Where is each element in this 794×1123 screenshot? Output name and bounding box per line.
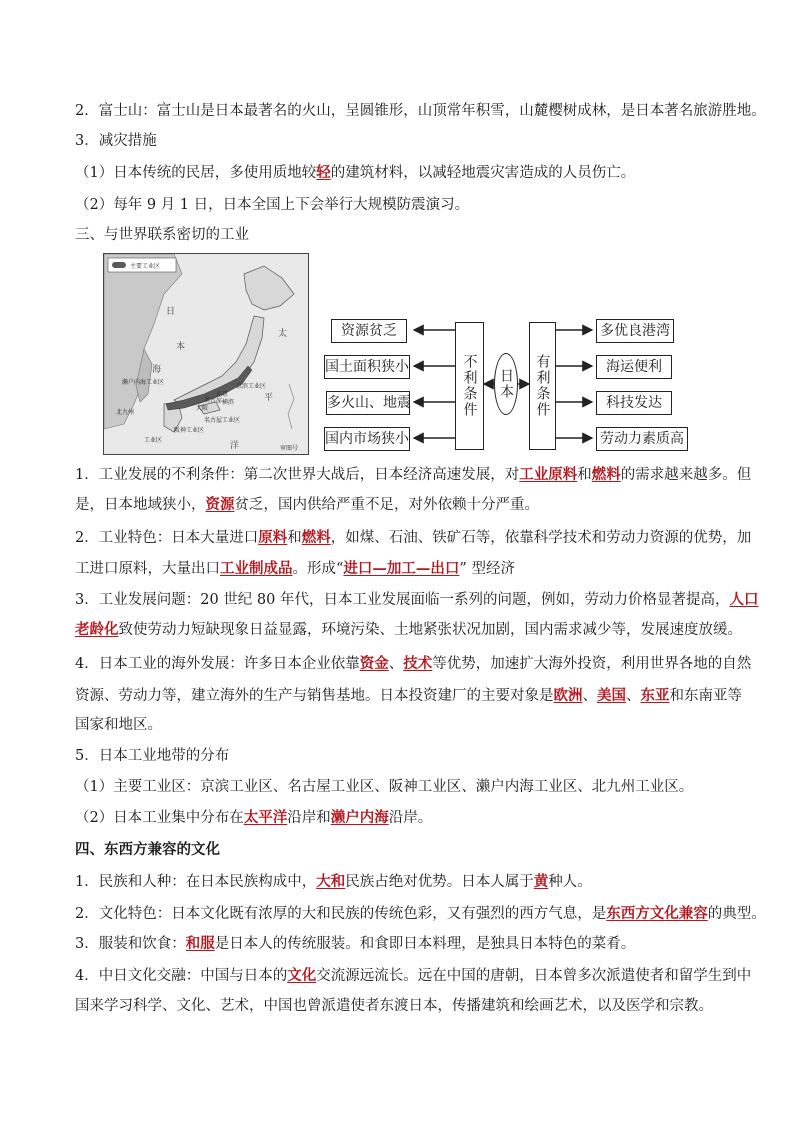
text-line: 2．工业特色：日本大量进口原料和燃料，如煤、石油、铁矿石等，依靠科学技术和劳动力资源的优势，加 xyxy=(75,529,752,546)
text-line: 3．服装和饮食：和服是日本人的传统服装。和食即日本料理，是独具日本特色的菜肴。 xyxy=(75,935,636,952)
diagram-left-box: 多火山、地震 xyxy=(326,391,410,415)
text-line: 2．富士山：富士山是日本最著名的火山，呈圆锥形，山顶常年积雪，山麓樱树成林，是日本著名旅游胜地。 xyxy=(75,103,766,119)
map-zone-label: 北九州 xyxy=(116,409,135,416)
map-ocean-label: 洋 xyxy=(230,441,240,451)
text-line: 3．减灾措施 xyxy=(75,133,157,149)
map-approval-label: 审图号 xyxy=(280,445,299,452)
text-line: 5．日本工业地带的分布 xyxy=(75,748,230,764)
text-line: 国家和地区。 xyxy=(75,717,162,733)
map-legend-label: 主要工业区 xyxy=(130,263,161,270)
map-sea-label: 海 xyxy=(152,365,162,375)
text-line: 国来学习科学、文化、艺术，中国也曾派遣使者东渡日本，传播建筑和绘画艺术，以及医学和宗教。 xyxy=(75,998,713,1014)
diagram-japan-node: 日本 xyxy=(494,353,518,415)
map-city-label: 大阪 xyxy=(196,405,209,412)
section-heading: 四、东西方兼容的文化 xyxy=(75,841,220,858)
diagram-right-box: 劳动力素质高 xyxy=(596,427,688,451)
map-ocean-label: 平 xyxy=(264,393,274,403)
map-zone-label: 濑户内海工业区 xyxy=(122,379,165,386)
text-line: （2）每年 9 月 1 日，日本全国上下会举行大规模防震演习。 xyxy=(75,197,470,213)
diagram-unfavorable-box: 不利条件 xyxy=(455,322,484,450)
text-line: （1）主要工业区：京滨工业区、名古屋工业区、阪神工业区、濑户内海工业区、北九州工业区。 xyxy=(75,779,694,795)
text-line: 3．工业发展问题：20 世纪 80 年代，日本工业发展面临一系列的问题，例如，劳动力价格显著提高，人口 xyxy=(75,591,759,608)
diagram-left-box: 国内市场狭小 xyxy=(324,427,410,451)
diagram-favorable-box: 有利条件 xyxy=(529,322,556,450)
text-line: 1．工业发展的不利条件：第二次世界大战后，日本经济高速发展，对工业原料和燃料的需求越来越多。但 xyxy=(75,466,752,483)
text-line: （1）日本传统的民居，多使用质地较轻的建筑材料，以减轻地震灾害造成的人员伤亡。 xyxy=(75,164,636,181)
section-heading: 三、与世界联系密切的工业 xyxy=(75,227,249,243)
diagram-right-box: 海运便利 xyxy=(596,355,672,379)
diagram-left-box: 资源贫乏 xyxy=(331,319,407,343)
diagram-right-box: 科技发达 xyxy=(596,391,672,415)
text-line: （2）日本工业集中分布在太平洋沿岸和濑户内海沿岸。 xyxy=(75,809,433,826)
map-zone-label: 阪神工业区 xyxy=(174,427,205,434)
map-zone-label: 京滨工业区 xyxy=(236,383,267,390)
map-city-label: 横滨 xyxy=(222,399,235,406)
text-line: 资源、劳动力等，建立海外的生产与销售基地。日本投资建厂的主要对象是欧洲、美国、东亚和东南亚等 xyxy=(75,687,742,704)
diagram-right-box: 多优良港湾 xyxy=(596,319,674,343)
text-line: 是，日本地域狭小，资源贫乏，国内供给严重不足，对外依赖十分严重。 xyxy=(75,496,539,513)
text-line: 4．中日文化交融：中国与日本的文化交流源远流长。远在中国的唐朝，日本曾多次派遣使者和留学生到中 xyxy=(75,967,752,984)
map-sea-label: 日 xyxy=(166,307,176,317)
map-zone-label: 名古屋工业区 xyxy=(204,417,241,424)
text-line: 工进口原料，大量出口工业制成品。形成“进口—加工—出口” 型经济 xyxy=(75,560,515,577)
map-city-label: 名古屋 xyxy=(204,397,223,404)
text-line: 老龄化致使劳动力短缺现象日益显露，环境污染、土地紧张状况加剧，国内需求减少等，发展速度放缓。 xyxy=(75,621,742,638)
diagram-left-box: 国土面积狭小 xyxy=(324,355,410,379)
map-ocean-label: 太 xyxy=(278,329,288,339)
text-line: 2．文化特色：日本文化既有浓厚的大和民族的传统色彩，又有强烈的西方气息，是东西方文化兼容的典型。 xyxy=(75,905,766,922)
map-zone-label: 工业区 xyxy=(144,437,163,444)
map-city-label: 东京 xyxy=(216,391,229,398)
map-sea-label: 本 xyxy=(176,342,186,352)
text-line: 1．民族和人种：在日本民族构成中，大和民族占绝对优势。日本人属于黄种人。 xyxy=(75,873,592,890)
text-line: 4．日本工业的海外发展：许多日本企业依靠资金、技术等优势，加速扩大海外投资，利用世界各地的自然 xyxy=(75,655,752,672)
